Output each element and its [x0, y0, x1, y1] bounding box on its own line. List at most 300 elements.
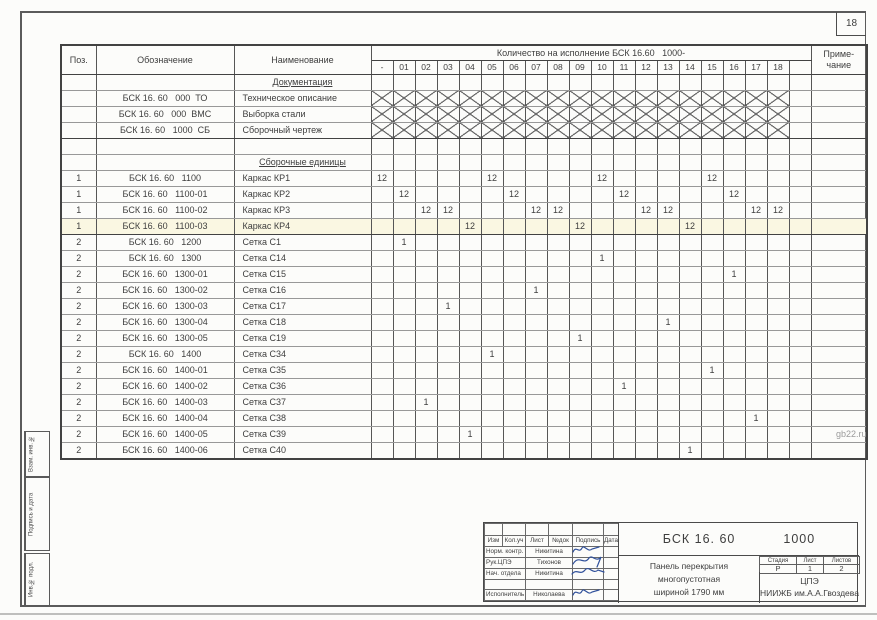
x-mark-cell [569, 122, 591, 138]
qty-cell [371, 362, 393, 378]
qty-cell [723, 74, 745, 90]
qty-cell [789, 330, 811, 346]
designation-cell: БСК 16. 60 1100-03 [96, 218, 234, 234]
x-mark-cell [371, 122, 393, 138]
side-stamp-label: Инв.№ подл. [25, 554, 37, 605]
table-row [61, 122, 867, 138]
qty-cell [393, 346, 415, 362]
column-header-note: Приме- чание [811, 45, 867, 74]
qty-cell [657, 378, 679, 394]
table-row [61, 218, 867, 234]
qty-cell [613, 394, 635, 410]
qty-cell [789, 170, 811, 186]
qty-cell [503, 74, 525, 90]
qty-cell [657, 394, 679, 410]
qty-cell [459, 362, 481, 378]
sign-date-cell [604, 569, 619, 580]
qty-cell [767, 234, 789, 250]
qty-cell [745, 154, 767, 170]
qty-cell [767, 346, 789, 362]
row-name-label: Сетка С19 [242, 332, 286, 343]
qty-cell [701, 282, 723, 298]
row-name-label: Каркас КР2 [242, 188, 291, 199]
qty-cell [701, 218, 723, 234]
qty-cell [789, 202, 811, 218]
sign-date-cell [604, 580, 619, 590]
sign-name [526, 580, 573, 590]
qty-cell [767, 378, 789, 394]
qty-cell [679, 74, 701, 90]
qty-cell [371, 314, 393, 330]
row-name-label: Сетка С37 [242, 396, 286, 407]
qty-cell: 1 [393, 234, 415, 250]
qty-cell [547, 442, 569, 459]
qty-cell [525, 346, 547, 362]
qty-cell [481, 186, 503, 202]
x-mark-cell [459, 122, 481, 138]
qty-cell [591, 234, 613, 250]
qty-cell [657, 362, 679, 378]
note-cell [811, 90, 867, 106]
name-cell [234, 106, 371, 122]
qty-column-header [789, 60, 811, 74]
designation-cell: БСК 16. 60 000 ВМС [96, 106, 234, 122]
qty-cell [481, 410, 503, 426]
qty-cell [371, 218, 393, 234]
name-cell [234, 346, 371, 362]
qty-cell: 1 [415, 394, 437, 410]
qty-cell [415, 282, 437, 298]
qty-cell [459, 314, 481, 330]
sign-column-header: Кол.уч [503, 536, 526, 547]
side-stamp-label: Взам. инв. № [25, 432, 37, 476]
name-cell [234, 426, 371, 442]
qty-cell [525, 266, 547, 282]
qty-cell [745, 266, 767, 282]
qty-cell [767, 186, 789, 202]
pos-cell: 2 [61, 346, 96, 362]
qty-cell [481, 74, 503, 90]
qty-cell [679, 298, 701, 314]
qty-cell [525, 138, 547, 154]
qty-cell [679, 266, 701, 282]
qty-cell [591, 362, 613, 378]
sign-column-header: Изм [485, 536, 503, 547]
stage-column-header: Лист [797, 557, 824, 565]
row-name-label: Сетка С36 [242, 380, 286, 391]
qty-cell [525, 394, 547, 410]
qty-cell [679, 330, 701, 346]
qty-cell [459, 298, 481, 314]
name-cell [234, 394, 371, 410]
qty-cell [723, 170, 745, 186]
qty-cell [569, 378, 591, 394]
pos-cell [61, 74, 96, 90]
sign-name: Никитина [526, 569, 573, 580]
qty-cell [613, 362, 635, 378]
qty-cell [393, 282, 415, 298]
organization-cell [759, 572, 859, 603]
designation-cell: БСК 16. 60 1400 [96, 346, 234, 362]
qty-cell [591, 442, 613, 459]
qty-cell [635, 154, 657, 170]
qty-cell [635, 74, 657, 90]
note-cell [811, 186, 867, 202]
table-row [61, 362, 867, 378]
pos-cell: 2 [61, 282, 96, 298]
qty-cell: 12 [745, 202, 767, 218]
qty-cell [459, 378, 481, 394]
qty-cell [415, 154, 437, 170]
qty-cell [525, 362, 547, 378]
row-name-label: Техническое описание [242, 92, 337, 103]
x-mark-cell [547, 106, 569, 122]
stage-table [759, 556, 859, 572]
qty-cell [789, 442, 811, 459]
qty-cell [613, 218, 635, 234]
pos-cell [61, 122, 96, 138]
qty-cell [371, 282, 393, 298]
qty-cell [459, 74, 481, 90]
table-row [61, 314, 867, 330]
qty-cell [789, 378, 811, 394]
qty-cell [723, 282, 745, 298]
name-cell [234, 378, 371, 394]
qty-cell [789, 250, 811, 266]
x-mark-cell [481, 122, 503, 138]
organization-line: ЦПЭ [800, 575, 819, 586]
name-cell [234, 250, 371, 266]
qty-cell [767, 138, 789, 154]
row-name-label: Сетка С16 [242, 284, 286, 295]
qty-cell [437, 218, 459, 234]
name-cell [234, 170, 371, 186]
qty-cell [371, 266, 393, 282]
qty-cell: 12 [415, 202, 437, 218]
qty-cell [437, 170, 459, 186]
qty-column-header: 18 [767, 60, 789, 74]
qty-cell [613, 314, 635, 330]
qty-cell [745, 314, 767, 330]
qty-cell [547, 410, 569, 426]
qty-cell [767, 298, 789, 314]
row-name-label: Сетка С35 [242, 364, 286, 375]
qty-cell [635, 138, 657, 154]
qty-cell [569, 234, 591, 250]
stage-column-header: Стадия [760, 557, 797, 565]
qty-cell [789, 426, 811, 442]
x-mark-cell [613, 90, 635, 106]
qty-cell [481, 362, 503, 378]
qty-cell [525, 250, 547, 266]
qty-cell [745, 282, 767, 298]
qty-cell [635, 218, 657, 234]
designation-cell: БСК 16. 60 1300-02 [96, 282, 234, 298]
qty-cell [723, 154, 745, 170]
qty-cell [591, 426, 613, 442]
qty-cell [767, 74, 789, 90]
qty-cell [723, 362, 745, 378]
note-cell [811, 170, 867, 186]
qty-cell [569, 138, 591, 154]
qty-column-header: 02 [415, 60, 437, 74]
qty-cell [789, 394, 811, 410]
table-row [61, 378, 867, 394]
qty-cell [767, 362, 789, 378]
x-mark-cell [635, 90, 657, 106]
qty-cell [701, 410, 723, 426]
qty-cell [415, 362, 437, 378]
note-cell [811, 410, 867, 426]
pos-cell: 2 [61, 330, 96, 346]
qty-cell [371, 394, 393, 410]
qty-cell [657, 234, 679, 250]
x-mark-cell [371, 90, 393, 106]
qty-cell [459, 330, 481, 346]
qty-cell [569, 298, 591, 314]
qty-cell [437, 250, 459, 266]
qty-cell [745, 346, 767, 362]
qty-cell [745, 186, 767, 202]
x-mark-cell [657, 122, 679, 138]
qty-cell [481, 218, 503, 234]
qty-cell [745, 218, 767, 234]
qty-cell [569, 362, 591, 378]
note-cell [811, 298, 867, 314]
qty-cell: 12 [679, 218, 701, 234]
qty-cell [591, 186, 613, 202]
designation-cell: БСК 16. 60 1300-05 [96, 330, 234, 346]
qty-column-header: 06 [503, 60, 525, 74]
note-cell [811, 362, 867, 378]
qty-cell [745, 74, 767, 90]
sign-column-header: №док [549, 536, 573, 547]
qty-cell [745, 442, 767, 459]
sign-role: Норм. контр. [485, 547, 526, 558]
qty-cell [503, 282, 525, 298]
qty-cell [371, 250, 393, 266]
qty-column-header: 07 [525, 60, 547, 74]
pos-cell [61, 154, 96, 170]
qty-column-header: 17 [745, 60, 767, 74]
qty-cell [569, 266, 591, 282]
note-cell [811, 122, 867, 138]
column-header-pos: Поз. [61, 45, 96, 74]
qty-cell: 1 [569, 330, 591, 346]
qty-cell [481, 426, 503, 442]
qty-cell [569, 410, 591, 426]
row-name-label: Сетка С1 [242, 236, 281, 247]
qty-cell [371, 346, 393, 362]
qty-cell [701, 346, 723, 362]
qty-cell [459, 394, 481, 410]
x-mark-cell [613, 122, 635, 138]
qty-column-header: 10 [591, 60, 613, 74]
qty-cell [679, 346, 701, 362]
qty-cell [657, 218, 679, 234]
qty-cell [503, 266, 525, 282]
qty-cell: 12 [481, 170, 503, 186]
x-mark-cell [481, 90, 503, 106]
note-cell [811, 346, 867, 362]
qty-cell [723, 442, 745, 459]
qty-cell [437, 234, 459, 250]
sign-row [485, 569, 619, 580]
qty-cell [437, 154, 459, 170]
qty-cell [415, 138, 437, 154]
pos-cell: 2 [61, 378, 96, 394]
qty-cell [437, 394, 459, 410]
qty-cell [547, 378, 569, 394]
qty-cell [701, 426, 723, 442]
title-block [483, 522, 858, 602]
qty-cell [789, 234, 811, 250]
designation-cell: БСК 16. 60 1400-04 [96, 410, 234, 426]
qty-cell [635, 266, 657, 282]
qty-cell [789, 122, 811, 138]
qty-cell [701, 314, 723, 330]
qty-cell [745, 234, 767, 250]
designation-cell [96, 74, 234, 90]
qty-cell [481, 394, 503, 410]
qty-cell [503, 330, 525, 346]
pos-cell: 2 [61, 410, 96, 426]
qty-cell [525, 170, 547, 186]
designation-cell: БСК 16. 60 000 ТО [96, 90, 234, 106]
qty-cell [789, 298, 811, 314]
qty-cell [459, 410, 481, 426]
x-mark-cell [459, 90, 481, 106]
qty-cell [393, 362, 415, 378]
row-name-label: Документация [272, 76, 333, 87]
sign-column-header: Подпись [573, 536, 604, 547]
qty-cell [503, 378, 525, 394]
qty-cell [459, 346, 481, 362]
x-mark-cell [701, 106, 723, 122]
row-name-label: Каркас КР4 [242, 220, 291, 231]
qty-cell [415, 186, 437, 202]
qty-cell: 12 [371, 170, 393, 186]
column-header-designation: Обозначение [96, 45, 234, 74]
pos-cell: 1 [61, 218, 96, 234]
row-name-label: Сборочные единицы [259, 156, 346, 167]
qty-cell [525, 426, 547, 442]
sign-date-cell [604, 590, 619, 601]
stage-column-header: Листов [824, 557, 860, 565]
qty-cell [745, 298, 767, 314]
qty-cell [525, 298, 547, 314]
qty-cell [503, 394, 525, 410]
qty-cell [789, 282, 811, 298]
x-mark-cell [503, 122, 525, 138]
qty-cell [745, 250, 767, 266]
note-cell [811, 138, 867, 154]
qty-cell [657, 442, 679, 459]
row-name-label: Сетка С39 [242, 428, 286, 439]
x-mark-cell [657, 106, 679, 122]
sign-column-header: Дата [604, 536, 619, 547]
qty-cell [591, 330, 613, 346]
x-mark-cell [459, 106, 481, 122]
qty-cell: 12 [701, 170, 723, 186]
x-mark-cell [679, 122, 701, 138]
qty-cell: 12 [525, 202, 547, 218]
qty-cell [745, 170, 767, 186]
qty-cell [503, 442, 525, 459]
product-title-line: Панель перекрытия [649, 561, 729, 572]
pos-cell [61, 106, 96, 122]
page-number: 18 [845, 18, 858, 29]
x-mark-cell [393, 90, 415, 106]
row-name-label: Сетка С15 [242, 268, 286, 279]
x-mark-cell [569, 90, 591, 106]
qty-cell [789, 362, 811, 378]
qty-cell [679, 202, 701, 218]
pos-cell: 2 [61, 362, 96, 378]
qty-cell [767, 154, 789, 170]
qty-cell [547, 186, 569, 202]
designation-cell: БСК 16. 60 1400-02 [96, 378, 234, 394]
qty-cell [393, 170, 415, 186]
row-name-label: Сетка С14 [242, 252, 286, 263]
qty-cell [723, 218, 745, 234]
page-number-box [836, 12, 866, 36]
qty-column-header: 15 [701, 60, 723, 74]
row-name-label: Сетка С34 [242, 348, 286, 359]
qty-cell [415, 314, 437, 330]
qty-cell [679, 250, 701, 266]
qty-cell [635, 378, 657, 394]
qty-cell [657, 186, 679, 202]
qty-cell [415, 346, 437, 362]
qty-cell [481, 314, 503, 330]
qty-cell [437, 266, 459, 282]
x-mark-cell [481, 106, 503, 122]
stage-value: Р [760, 565, 797, 574]
qty-cell [393, 218, 415, 234]
qty-cell [591, 410, 613, 426]
qty-cell [481, 298, 503, 314]
qty-cell [415, 426, 437, 442]
qty-cell [723, 330, 745, 346]
qty-cell [503, 346, 525, 362]
signature-scribble-icon [571, 587, 605, 603]
sign-role: Рук.ЦПЭ [485, 558, 526, 569]
qty-cell [503, 410, 525, 426]
qty-cell: 12 [635, 202, 657, 218]
qty-cell [591, 314, 613, 330]
qty-cell [393, 314, 415, 330]
qty-cell [415, 170, 437, 186]
qty-cell [525, 154, 547, 170]
note-cell [811, 266, 867, 282]
qty-cell [789, 410, 811, 426]
document-code-cell [618, 523, 859, 556]
note-cell [811, 202, 867, 218]
table-row [61, 170, 867, 186]
x-mark-cell [437, 90, 459, 106]
note-cell [811, 314, 867, 330]
qty-cell [569, 442, 591, 459]
qty-cell [547, 74, 569, 90]
qty-cell [591, 218, 613, 234]
pos-cell: 2 [61, 426, 96, 442]
sign-date-cell [604, 558, 619, 569]
qty-cell [591, 154, 613, 170]
qty-cell [767, 266, 789, 282]
x-mark-cell [745, 122, 767, 138]
qty-cell [415, 330, 437, 346]
